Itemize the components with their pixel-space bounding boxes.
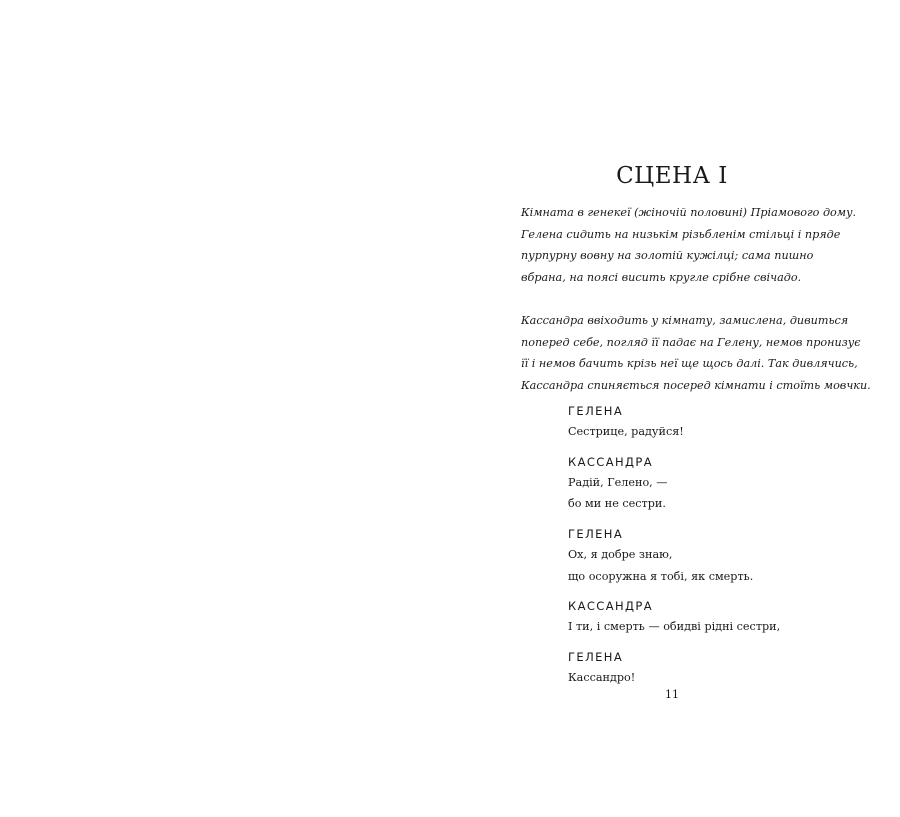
speech — [568, 648, 858, 689]
verse-line: Радій, Гелено, — — [568, 475, 668, 489]
page-number: 11 — [665, 688, 679, 701]
stage-direction-line: Кассандра ввіходить у кімнату, замислена, дивиться — [521, 314, 849, 327]
speaker-name: КАССАНДРА — [568, 599, 653, 614]
speaker-name: ГЕЛЕНА — [568, 404, 624, 418]
speech — [568, 453, 858, 515]
scene-title: СЦЕНА I — [616, 163, 728, 189]
stage-direction-line: Гелена сидить на низькім різьбленім стільці і пряде — [521, 227, 841, 241]
verse-line: бо ми не сестри. — [568, 497, 666, 511]
stage-direction-line: Кімната в генекеї (жіночій половині) Пріамового дому. — [521, 206, 857, 219]
dialogue — [568, 402, 858, 699]
stage-direction — [521, 202, 857, 289]
verse-line: Сестрице, радуйся! — [568, 425, 684, 438]
verse-line: Ох, я добре знаю, — [568, 548, 673, 562]
speech — [568, 597, 858, 638]
stage-direction — [521, 310, 871, 397]
right-page — [450, 0, 900, 817]
speaker-name: ГЕЛЕНА — [568, 650, 624, 665]
verse-line: що осоружна я тобі, як смерть. — [568, 569, 754, 583]
stage-direction-line: її і немов бачить крізь неї ще щось далі. Так дивлячись, — [521, 357, 858, 371]
stage-direction-line: Кассандра спиняється посеред кімнати і стоїть мовчки. — [521, 379, 871, 393]
stage-direction-line: вбрана, на поясі висить кругле срібне свічадо. — [521, 271, 802, 285]
stage-direction-line: пурпурну вовну на золотій кужілці; сама пишно — [521, 249, 814, 263]
speaker-name: КАССАНДРА — [568, 454, 653, 469]
verse-line: Кассандро! — [568, 671, 636, 685]
speech — [568, 525, 858, 587]
verse-line: І ти, і смерть — обидві рідні сестри, — [568, 620, 781, 634]
stage-direction-line: поперед себе, погляд її падає на Гелену, немов пронизує — [521, 335, 861, 349]
speech — [568, 402, 858, 443]
speaker-name: ГЕЛЕНА — [568, 527, 624, 542]
